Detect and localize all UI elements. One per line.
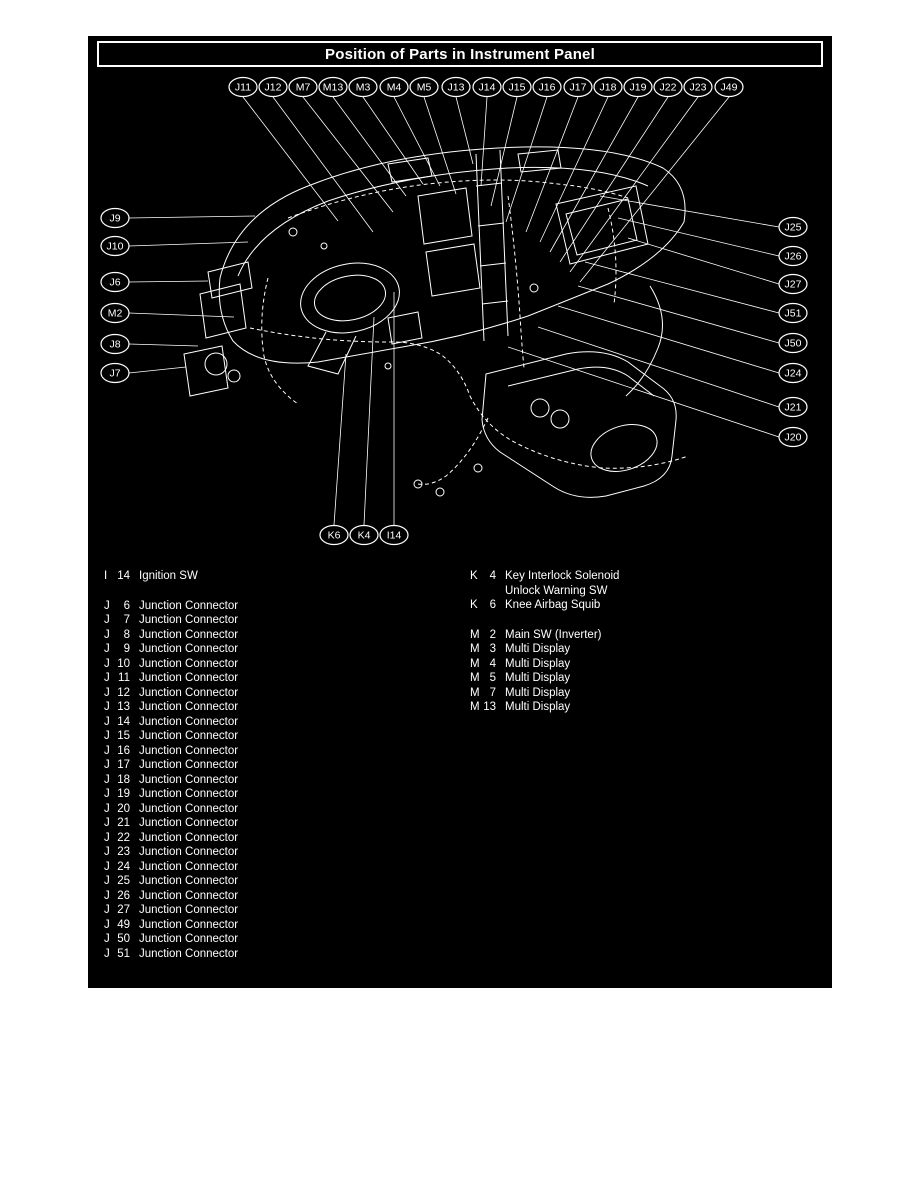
legend-description: Junction Connector — [139, 846, 239, 858]
legend-description: Main SW (Inverter) — [505, 628, 602, 641]
callout-j14 — [473, 78, 501, 97]
legend-description: Junction Connector — [139, 672, 239, 684]
legend-entry-j9 — [104, 642, 238, 657]
legend-entry-j26 — [104, 889, 238, 904]
callout-label: J9 — [109, 212, 121, 225]
callout-label: J12 — [264, 81, 282, 94]
callout-label: J26 — [784, 250, 802, 263]
callout-label: J7 — [109, 367, 121, 380]
legend-entry-j24 — [104, 860, 238, 875]
callout-label: J13 — [447, 81, 465, 94]
legend-entry-j18 — [104, 773, 238, 788]
callout-label: J23 — [689, 81, 707, 94]
callout-label: J16 — [538, 81, 556, 94]
callout-label: K6 — [327, 529, 341, 542]
legend-entry-j20 — [104, 802, 238, 817]
legend-entry-i14 — [104, 569, 238, 584]
legend-description: Key Interlock Solenoid — [505, 570, 620, 582]
callout-m5 — [410, 78, 438, 97]
legend-code-number: 7 — [123, 614, 130, 626]
legend-code-letter: J — [104, 860, 110, 873]
legend-code-letter: J — [104, 918, 110, 931]
legend-description: Junction Connector — [139, 918, 239, 931]
callout-label: M7 — [295, 81, 311, 94]
legend-code-number: 18 — [117, 773, 130, 786]
legend-column-right — [470, 569, 619, 715]
legend-code-number: 11 — [118, 672, 130, 684]
callout-j6 — [101, 273, 129, 292]
callout-label: J17 — [569, 81, 587, 94]
callout-label: M2 — [107, 307, 123, 320]
callout-label: M13 — [322, 81, 344, 94]
callout-m7 — [289, 78, 317, 97]
legend-code-letter: M — [470, 686, 480, 699]
callout-j50 — [779, 334, 807, 353]
legend-code-letter: J — [104, 643, 110, 655]
legend-code-number: 20 — [117, 802, 130, 815]
legend-code-number: 14 — [117, 715, 130, 728]
legend-code-number: 6 — [489, 599, 496, 611]
legend-code-number: 22 — [117, 831, 130, 844]
legend-entry-j21 — [104, 816, 238, 831]
legend-code-letter: J — [104, 846, 110, 858]
callout-j19 — [624, 78, 652, 97]
legend-entry-j12 — [104, 686, 238, 701]
callout-m3 — [349, 78, 377, 97]
legend-code-number: 19 — [117, 788, 130, 800]
legend-description: Junction Connector — [139, 860, 239, 873]
legend-entry-j51 — [104, 947, 238, 962]
legend-entry-j11 — [104, 671, 238, 686]
legend-description: Ignition SW — [139, 570, 198, 582]
callout-i14 — [380, 526, 408, 545]
legend-code-number: 17 — [117, 759, 130, 771]
legend-description: Multi Display — [505, 672, 571, 684]
callout-label: J8 — [109, 338, 121, 351]
legend-entry-j7 — [104, 613, 238, 628]
callout-label: M3 — [355, 81, 371, 94]
legend-code-number: 12 — [117, 686, 130, 699]
callout-j7 — [101, 364, 129, 383]
legend-code-number: 14 — [117, 570, 130, 582]
legend-code-letter: J — [104, 802, 110, 815]
legend-entry-j49 — [104, 918, 238, 933]
legend-code-number: 6 — [123, 599, 130, 612]
legend-code-letter: K — [470, 599, 478, 611]
legend-code-letter: J — [104, 599, 110, 612]
legend-code-number: 24 — [117, 860, 130, 873]
legend-code-letter: J — [104, 701, 110, 713]
legend-description: Junction Connector — [139, 599, 239, 612]
legend-description: Junction Connector — [139, 802, 239, 815]
legend-description: Knee Airbag Squib — [505, 599, 601, 611]
legend-entry-continuation — [470, 584, 619, 599]
callout-j15 — [503, 78, 531, 97]
legend-code-number: 8 — [123, 628, 130, 641]
legend-description: Unlock Warning SW — [505, 584, 608, 597]
legend-code-letter: J — [104, 614, 110, 626]
callout-label: J51 — [784, 307, 802, 320]
legend-entry-j16 — [104, 744, 238, 759]
legend-description: Junction Connector — [139, 730, 239, 742]
legend-description: Junction Connector — [139, 686, 239, 699]
legend-description: Junction Connector — [139, 904, 239, 916]
legend-entry-j27 — [104, 903, 238, 918]
callout-k4 — [350, 526, 378, 545]
legend-code-letter: J — [104, 904, 110, 916]
legend-spacer — [104, 584, 238, 599]
legend-description: Multi Display — [505, 701, 571, 713]
legend-entry-m13 — [470, 700, 619, 715]
callout-j20 — [779, 428, 807, 447]
legend-entry-m5 — [470, 671, 619, 686]
legend-entry-m4 — [470, 657, 619, 672]
legend-code-number: 25 — [117, 875, 130, 887]
callout-j17 — [564, 78, 592, 97]
legend-code-number: 15 — [117, 730, 130, 742]
callout-m13 — [319, 78, 347, 97]
legend-entry-j13 — [104, 700, 238, 715]
legend-entry-j22 — [104, 831, 238, 846]
legend-code-number: 4 — [489, 570, 496, 582]
callout-j21 — [779, 398, 807, 417]
legend-description: Junction Connector — [139, 614, 239, 626]
callout-label: K4 — [357, 529, 371, 542]
callout-label: M4 — [386, 81, 402, 94]
callout-label: J18 — [599, 81, 617, 94]
callout-j13 — [442, 78, 470, 97]
legend-entry-k6 — [470, 598, 619, 613]
legend-code-number: 9 — [123, 643, 130, 655]
legend-entry-j19 — [104, 787, 238, 802]
legend-code-letter: M — [470, 643, 480, 655]
callout-label: J24 — [784, 367, 802, 380]
legend-description: Multi Display — [505, 686, 571, 699]
legend-code-letter: J — [104, 628, 110, 641]
callout-j49 — [715, 78, 743, 97]
callout-label: J21 — [784, 401, 802, 414]
callout-j51 — [779, 304, 807, 323]
legend-description: Junction Connector — [139, 788, 239, 800]
legend-code-letter: J — [104, 831, 110, 844]
legend-entry-m2 — [470, 628, 619, 643]
legend-entry-j23 — [104, 845, 238, 860]
callout-j16 — [533, 78, 561, 97]
legend-description: Junction Connector — [139, 744, 239, 757]
legend-spacer — [470, 613, 619, 628]
legend-code-number: 4 — [489, 657, 496, 670]
legend-code-number: 51 — [117, 947, 130, 960]
legend-description: Junction Connector — [139, 773, 239, 786]
legend-code-letter: J — [104, 947, 110, 960]
legend-description: Multi Display — [505, 657, 571, 670]
legend-code-letter: J — [104, 875, 110, 887]
legend-entry-j8 — [104, 628, 238, 643]
legend-code-letter: M — [470, 657, 480, 670]
legend-column-left — [104, 569, 238, 961]
manual-page-panel — [88, 36, 832, 988]
legend-code-letter: J — [104, 773, 110, 786]
legend-description: Junction Connector — [139, 889, 239, 902]
legend-code-number: 26 — [117, 889, 130, 902]
legend-description: Junction Connector — [139, 933, 239, 945]
legend-code-letter: J — [104, 817, 110, 829]
callout-m2 — [101, 304, 129, 323]
callout-label: J27 — [784, 278, 802, 291]
callout-j26 — [779, 247, 807, 266]
callout-j24 — [779, 364, 807, 383]
callout-j8 — [101, 335, 129, 354]
legend-entry-j15 — [104, 729, 238, 744]
legend-code-letter: J — [104, 889, 110, 902]
legend-description: Junction Connector — [139, 831, 239, 844]
legend-description: Junction Connector — [139, 759, 239, 771]
legend-entry-j25 — [104, 874, 238, 889]
page-title: Position of Parts in Instrument Panel — [325, 45, 595, 63]
legend-code-letter: J — [104, 744, 110, 757]
legend-description: Junction Connector — [139, 657, 239, 670]
legend-entry-m3 — [470, 642, 619, 657]
legend-code-number: 10 — [117, 657, 130, 670]
legend-code-number: 50 — [117, 933, 130, 945]
legend-entry-j17 — [104, 758, 238, 773]
callout-label: J19 — [629, 81, 647, 94]
callout-label: J22 — [659, 81, 677, 94]
callout-j18 — [594, 78, 622, 97]
callout-m4 — [380, 78, 408, 97]
legend-code-letter: M — [470, 628, 480, 641]
legend-code-letter: J — [104, 730, 110, 742]
callout-label: J15 — [508, 81, 526, 94]
callout-label: J25 — [784, 221, 802, 234]
legend-entry-j10 — [104, 657, 238, 672]
legend-code-number: 5 — [489, 672, 496, 684]
callout-j11 — [229, 78, 257, 97]
callout-j12 — [259, 78, 287, 97]
legend-entry-j6 — [104, 599, 238, 614]
callout-leader-lines — [129, 97, 779, 525]
callout-j25 — [779, 218, 807, 237]
callout-label: J6 — [109, 276, 121, 289]
legend-description: Junction Connector — [139, 875, 239, 887]
legend-code-letter: J — [104, 715, 110, 728]
callout-j10 — [101, 237, 129, 256]
legend-code-letter: J — [104, 686, 110, 699]
callout-j9 — [101, 209, 129, 228]
legend-code-letter: J — [104, 933, 110, 945]
legend-description: Junction Connector — [139, 643, 239, 655]
callout-k6 — [320, 526, 348, 545]
callout-label: J50 — [784, 337, 802, 350]
callout-j23 — [684, 78, 712, 97]
legend-code-number: 27 — [117, 904, 130, 916]
legend-entry-j14 — [104, 715, 238, 730]
legend-code-letter: K — [470, 570, 478, 582]
legend-code-letter: M — [470, 672, 480, 684]
callout-bubbles — [101, 78, 807, 545]
legend-code-number: 13 — [483, 701, 496, 713]
legend-code-number: 13 — [117, 701, 130, 713]
legend-code-letter: M — [470, 701, 480, 713]
legend-code-letter: I — [104, 570, 108, 582]
callout-label: J11 — [234, 81, 252, 94]
legend-entry-k4 — [470, 569, 619, 584]
legend-code-letter: J — [104, 657, 110, 670]
legend-code-number: 2 — [489, 628, 496, 641]
callout-label: J20 — [784, 431, 802, 444]
legend-code-letter: J — [104, 788, 110, 800]
legend-code-number: 21 — [117, 817, 130, 829]
callout-j22 — [654, 78, 682, 97]
legend-description: Multi Display — [505, 643, 571, 655]
legend-description: Junction Connector — [139, 628, 239, 641]
diagram-title-bar — [97, 41, 823, 67]
legend-description: Junction Connector — [139, 715, 239, 728]
legend-code-number: 16 — [117, 744, 130, 757]
legend-code-number: 7 — [489, 686, 496, 699]
callout-label: J14 — [478, 81, 496, 94]
legend-description: Junction Connector — [139, 947, 239, 960]
callout-label: M5 — [416, 81, 432, 94]
legend-code-number: 49 — [117, 918, 130, 931]
callout-label: J10 — [106, 240, 124, 253]
callout-label: J49 — [720, 81, 738, 94]
legend-entry-m7 — [470, 686, 619, 701]
legend-code-letter: J — [104, 672, 110, 684]
callout-j27 — [779, 275, 807, 294]
legend-code-number: 3 — [489, 643, 496, 655]
callout-label: I14 — [386, 529, 402, 542]
legend-code-number: 23 — [117, 846, 130, 858]
legend-description: Junction Connector — [139, 701, 239, 713]
legend-entry-j50 — [104, 932, 238, 947]
legend-code-letter: J — [104, 759, 110, 771]
legend-description: Junction Connector — [139, 817, 239, 829]
